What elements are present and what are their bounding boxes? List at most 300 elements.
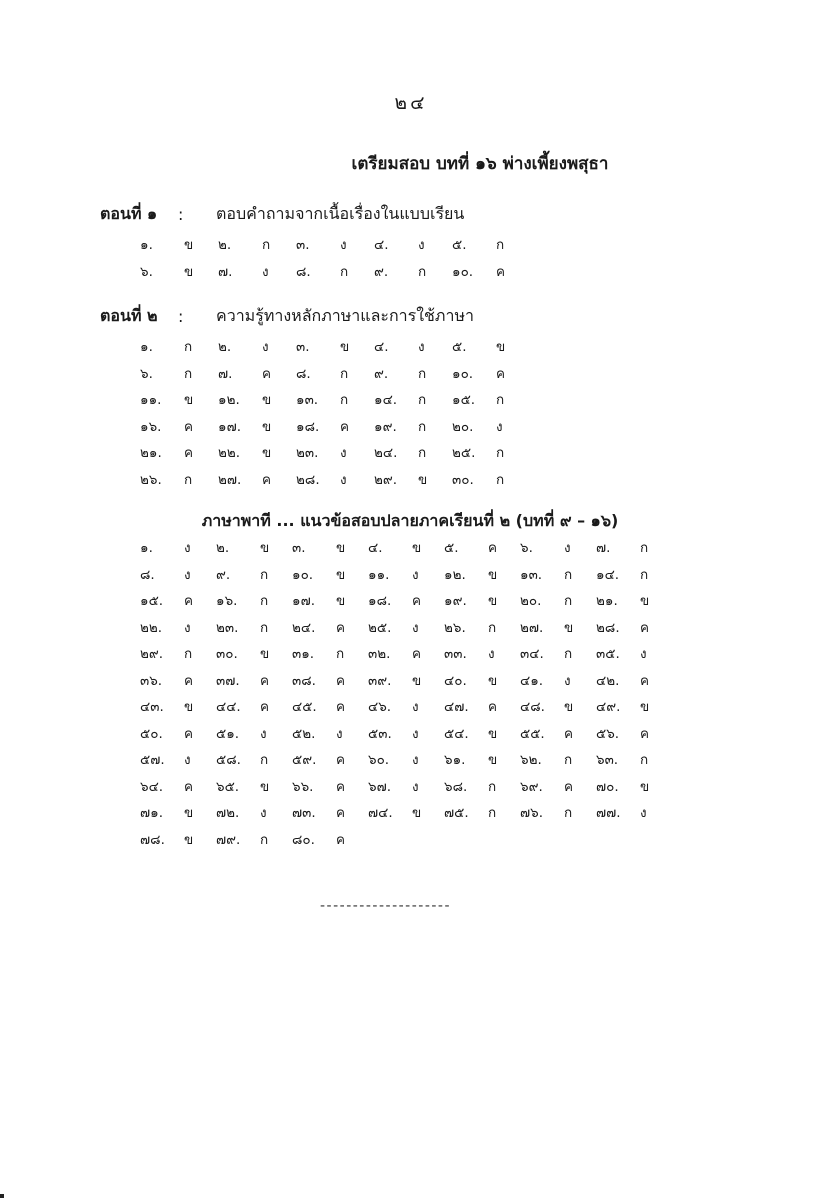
question-number: ๓.	[296, 339, 310, 356]
question-number: ๔๔.	[216, 699, 241, 716]
answer-choice: ก	[564, 752, 573, 769]
question-number: ๑.	[140, 339, 153, 356]
answer-row	[140, 231, 530, 258]
answer-choice: ค	[496, 365, 506, 382]
question-number: ๔๖.	[368, 699, 392, 716]
question-number: ๕.	[452, 339, 467, 356]
answer-item	[292, 695, 368, 717]
question-number: ๙.	[374, 263, 389, 280]
answer-choice: ข	[336, 566, 346, 583]
answer-item	[374, 233, 452, 255]
answer-item	[452, 468, 530, 490]
question-number: ๗๒.	[216, 805, 240, 822]
answer-choice: ค	[564, 725, 574, 742]
answer-item	[216, 801, 292, 823]
answer-item	[140, 669, 216, 691]
answer-choice: ค	[184, 672, 194, 689]
question-number: ๔๕.	[292, 699, 317, 716]
answer-choice: ข	[340, 339, 350, 356]
answer-choice: ค	[260, 699, 270, 716]
question-number: ๓๖.	[140, 672, 163, 689]
answer-choice: ข	[640, 699, 650, 716]
answer-item	[216, 536, 292, 558]
question-number: ๗.	[218, 263, 233, 280]
question-number: ๑๕.	[452, 392, 476, 409]
section-2-answer-grid	[140, 333, 530, 492]
answer-item	[520, 642, 596, 664]
answer-item	[218, 362, 296, 384]
answer-row	[140, 826, 672, 853]
question-number: ๒๗.	[218, 471, 242, 488]
answer-item	[216, 616, 292, 638]
answer-item	[140, 589, 216, 611]
question-number: ๙.	[374, 365, 389, 382]
answer-choice: ก	[488, 778, 497, 795]
answer-choice: ข	[418, 471, 428, 488]
question-number: ๗๗.	[596, 805, 621, 822]
end-divider: --------------------	[320, 898, 452, 914]
answer-item	[216, 748, 292, 770]
question-number: ๒๐.	[452, 418, 474, 435]
answer-item	[292, 642, 368, 664]
question-number: ๙.	[216, 566, 231, 583]
answer-choice: ข	[640, 778, 650, 795]
answer-choice: ก	[418, 418, 427, 435]
answer-item	[374, 415, 452, 437]
answer-choice: ค	[336, 778, 346, 795]
question-number: ๖.	[140, 365, 153, 382]
answer-choice: ง	[412, 778, 419, 795]
answer-choice: ค	[412, 593, 422, 610]
answer-item	[140, 801, 216, 823]
answer-item	[444, 722, 520, 744]
answer-choice: ข	[262, 392, 272, 409]
question-number: ๔๗.	[444, 699, 469, 716]
answer-item	[444, 589, 520, 611]
answer-item	[374, 335, 452, 357]
answer-item	[292, 616, 368, 638]
answer-item	[140, 468, 218, 490]
answer-choice: ก	[496, 471, 505, 488]
answer-item	[296, 468, 374, 490]
question-number: ๒๕.	[452, 445, 476, 462]
answer-item	[368, 669, 444, 691]
question-number: ๘.	[140, 566, 155, 583]
answer-choice: ง	[340, 471, 347, 488]
answer-choice: ข	[640, 593, 650, 610]
question-number: ๘.	[296, 365, 311, 382]
question-number: ๔๘.	[520, 699, 545, 716]
question-number: ๗๑.	[140, 805, 164, 822]
answer-item	[218, 335, 296, 357]
question-number: ๒๖.	[444, 619, 466, 636]
question-number: ๗๘.	[140, 831, 165, 848]
answer-item	[140, 260, 218, 282]
section-3-answer-grid	[140, 534, 672, 852]
answer-row	[140, 773, 672, 800]
question-number: ๒๔.	[374, 445, 398, 462]
answer-item	[216, 722, 292, 744]
question-number: ๓๙.	[368, 672, 392, 689]
answer-item	[596, 775, 672, 797]
answer-choice: ก	[496, 445, 505, 462]
answer-item	[140, 536, 216, 558]
question-number: ๕๑.	[216, 725, 240, 742]
answer-choice: ข	[184, 237, 194, 254]
answer-row	[140, 799, 672, 826]
answer-choice: ก	[488, 619, 497, 636]
answer-item	[140, 748, 216, 770]
answer-choice: ก	[340, 263, 349, 280]
question-number: ๑๐.	[292, 566, 314, 583]
answer-choice: ง	[340, 237, 347, 254]
question-number: ๔๑.	[520, 672, 544, 689]
question-number: ๒.	[216, 540, 230, 557]
answer-choice: ง	[184, 752, 191, 769]
question-number: ๒.	[218, 237, 232, 254]
answer-item	[520, 801, 596, 823]
answer-item	[296, 260, 374, 282]
answer-row	[140, 587, 672, 614]
answer-item	[140, 722, 216, 744]
answer-item	[520, 722, 596, 744]
question-number: ๖.	[520, 540, 533, 557]
answer-item	[452, 362, 530, 384]
answer-choice: ก	[564, 593, 573, 610]
answer-item	[216, 695, 292, 717]
question-number: ๘๐.	[292, 831, 315, 848]
answer-choice: ค	[336, 672, 346, 689]
question-number: ๗๓.	[292, 805, 316, 822]
answer-item	[140, 828, 216, 850]
answer-item	[140, 642, 216, 664]
answer-item	[596, 563, 672, 585]
document-title: เตรียมสอบ บทที่ ๑๖ พ่างเพี้ยงพสุธา	[351, 154, 609, 174]
section-1-header	[100, 197, 530, 231]
question-number: ๕๒.	[292, 725, 316, 742]
answer-item	[520, 695, 596, 717]
section-3-heading: ภาษาพาที ... แนวข้อสอบปลายภาคเรียนที่ ๒ (บทที่ ๙ – ๑๖)	[201, 511, 619, 530]
answer-item	[292, 828, 368, 850]
answer-item	[520, 589, 596, 611]
answer-choice: ก	[184, 365, 193, 382]
question-number: ๑๙.	[374, 418, 397, 435]
answer-choice: ค	[496, 263, 506, 280]
answer-choice: ข	[184, 831, 194, 848]
answer-choice: ก	[564, 566, 573, 583]
answer-choice: ง	[640, 805, 647, 822]
answer-choice: ข	[184, 263, 194, 280]
answer-choice: ง	[262, 339, 269, 356]
question-number: ๖๑.	[444, 752, 466, 769]
question-number: ๗๐.	[596, 778, 619, 795]
question-number: ๓๑.	[292, 646, 315, 663]
question-number: ๕.	[452, 237, 467, 254]
answer-choice: ง	[496, 418, 503, 435]
answer-choice: ง	[340, 445, 347, 462]
question-number: ๓๒.	[368, 646, 391, 663]
question-number: ๓๐.	[452, 471, 474, 488]
answer-choice: ง	[262, 263, 269, 280]
answer-item	[140, 695, 216, 717]
answer-item	[292, 775, 368, 797]
answer-choice: ก	[418, 365, 427, 382]
question-number: ๖๐.	[368, 752, 390, 769]
answer-item	[444, 801, 520, 823]
question-number: ๕๖.	[596, 725, 620, 742]
question-number: ๕๙.	[292, 752, 317, 769]
answer-choice: ข	[260, 540, 270, 557]
question-number: ๖๘.	[444, 778, 468, 795]
answer-item	[520, 536, 596, 558]
question-number: ๔๓.	[140, 699, 164, 716]
answer-item	[452, 233, 530, 255]
question-number: ๒๓.	[296, 445, 319, 462]
question-number: ๖๗.	[368, 778, 392, 795]
answer-item	[218, 260, 296, 282]
answer-item	[374, 441, 452, 463]
answer-item	[444, 669, 520, 691]
answer-choice: ง	[412, 699, 419, 716]
answer-item	[452, 388, 530, 410]
section-1	[100, 197, 530, 284]
section-2-colon: :	[178, 306, 184, 326]
question-number: ๓๘.	[292, 672, 316, 689]
answer-choice: ค	[184, 418, 194, 435]
scan-artifact	[0, 1194, 4, 1198]
answer-choice: ง	[412, 566, 419, 583]
answer-choice: ก	[260, 566, 269, 583]
answer-choice: ค	[262, 471, 272, 488]
answer-item	[444, 536, 520, 558]
question-number: ๗.	[218, 365, 233, 382]
answer-choice: ก	[640, 752, 649, 769]
question-number: ๑๔.	[596, 566, 620, 583]
answer-item	[296, 441, 374, 463]
question-number: ๔๙.	[596, 699, 621, 716]
answer-choice: ข	[260, 646, 270, 663]
question-number: ๑.	[140, 237, 153, 254]
answer-choice: ก	[184, 646, 193, 663]
answer-item	[292, 536, 368, 558]
answer-choice: ง	[184, 619, 191, 636]
answer-row	[140, 640, 672, 667]
answer-choice: ง	[564, 672, 571, 689]
answer-choice: ก	[564, 646, 573, 663]
answer-choice: ค	[340, 418, 350, 435]
answer-item	[374, 260, 452, 282]
answer-row	[140, 333, 530, 360]
question-number: ๒๔.	[292, 619, 316, 636]
answer-choice: ค	[260, 672, 270, 689]
section-2	[100, 299, 530, 492]
question-number: ๒๖.	[140, 471, 162, 488]
answer-item	[216, 669, 292, 691]
answer-item	[216, 563, 292, 585]
question-number: ๗๖.	[520, 805, 544, 822]
answer-item	[292, 669, 368, 691]
question-number: ๑๙.	[444, 593, 467, 610]
answer-item	[452, 335, 530, 357]
answer-choice: ค	[640, 725, 650, 742]
answer-choice: ง	[184, 566, 191, 583]
answer-item	[368, 536, 444, 558]
answer-item	[140, 335, 218, 357]
question-number: ๑๘.	[296, 418, 320, 435]
answer-item	[140, 233, 218, 255]
answer-item	[292, 801, 368, 823]
answer-item	[444, 695, 520, 717]
question-number: ๒๒.	[218, 445, 241, 462]
answer-item	[218, 388, 296, 410]
answer-row	[140, 614, 672, 641]
answer-item	[218, 415, 296, 437]
answer-item	[368, 616, 444, 638]
answer-choice: ง	[260, 725, 267, 742]
answer-item	[292, 563, 368, 585]
answer-item	[140, 563, 216, 585]
section-2-label: ตอนที่ ๒	[100, 305, 158, 325]
question-number: ๖๙.	[520, 778, 543, 795]
answer-choice: ข	[564, 699, 574, 716]
answer-item	[140, 775, 216, 797]
question-number: ๓๐.	[216, 646, 238, 663]
answer-choice: ก	[336, 646, 345, 663]
answer-item	[596, 642, 672, 664]
answer-choice: ก	[496, 392, 505, 409]
answer-item	[520, 616, 596, 638]
answer-item	[292, 722, 368, 744]
answer-choice: ค	[184, 725, 194, 742]
answer-choice: ข	[488, 725, 498, 742]
answer-item	[216, 642, 292, 664]
question-number: ๗.	[596, 540, 611, 557]
answer-item	[368, 722, 444, 744]
answer-choice: ข	[564, 619, 574, 636]
section-2-description: ความรู้ทางหลักภาษาและการใช้ภาษา	[216, 305, 474, 325]
answer-item	[520, 669, 596, 691]
answer-choice: ข	[412, 540, 422, 557]
answer-choice: ค	[488, 699, 498, 716]
answer-item	[520, 563, 596, 585]
answer-choice: ก	[564, 805, 573, 822]
question-number: ๓๕.	[596, 646, 620, 663]
answer-item	[374, 388, 452, 410]
question-number: ๔.	[374, 339, 389, 356]
answer-choice: ค	[262, 365, 272, 382]
answer-choice: ข	[184, 699, 194, 716]
answer-choice: ข	[412, 805, 422, 822]
answer-choice: ก	[488, 805, 497, 822]
answer-choice: ข	[488, 566, 498, 583]
answer-row	[140, 360, 530, 387]
answer-item	[596, 616, 672, 638]
question-number: ๑๑.	[368, 566, 390, 583]
answer-choice: ง	[640, 646, 647, 663]
question-number: ๑๓.	[520, 566, 543, 583]
answer-choice: ข	[488, 672, 498, 689]
answer-choice: ค	[336, 831, 346, 848]
answer-choice: ข	[184, 392, 194, 409]
answer-row	[140, 466, 530, 493]
answer-row	[140, 667, 672, 694]
answer-choice: ค	[564, 778, 574, 795]
question-number: ๒๐.	[520, 593, 542, 610]
question-number: ๑๖.	[216, 593, 238, 610]
answer-choice: ก	[640, 566, 649, 583]
question-number: ๑๘.	[368, 593, 392, 610]
section-1-description: ตอบคำถามจากเนื้อเรื่องในแบบเรียน	[216, 203, 465, 223]
answer-choice: ค	[336, 699, 346, 716]
answer-row	[140, 413, 530, 440]
question-number: ๒๘.	[596, 619, 620, 636]
answer-item	[596, 722, 672, 744]
answer-choice: ง	[184, 540, 191, 557]
answer-choice: ก	[184, 471, 193, 488]
question-number: ๖๓.	[596, 752, 619, 769]
answer-choice: ค	[184, 593, 194, 610]
answer-choice: ง	[336, 725, 343, 742]
answer-item	[368, 642, 444, 664]
answer-choice: ง	[260, 805, 267, 822]
answer-choice: ข	[336, 540, 346, 557]
answer-choice: ก	[340, 365, 349, 382]
answer-item	[218, 441, 296, 463]
answer-choice: ก	[260, 593, 269, 610]
answer-item	[292, 589, 368, 611]
answer-item	[140, 616, 216, 638]
answer-choice: ข	[262, 418, 272, 435]
answer-choice: ก	[184, 339, 193, 356]
answer-choice: ค	[336, 805, 346, 822]
answer-item	[140, 415, 218, 437]
question-number: ๑๒.	[444, 566, 466, 583]
question-number: ๕๗.	[140, 752, 165, 769]
question-number: ๔.	[368, 540, 383, 557]
answer-choice: ก	[418, 392, 427, 409]
answer-item	[140, 441, 218, 463]
answer-choice: ง	[412, 752, 419, 769]
question-number: ๕๘.	[216, 752, 241, 769]
answer-item	[368, 748, 444, 770]
answer-item	[444, 642, 520, 664]
answer-choice: ก	[418, 445, 427, 462]
answer-item	[296, 233, 374, 255]
question-number: ๓.	[296, 237, 310, 254]
question-number: ๘.	[296, 263, 311, 280]
question-number: ๒๗.	[520, 619, 544, 636]
answer-choice: ข	[412, 672, 422, 689]
answer-item	[452, 441, 530, 463]
answer-item	[444, 775, 520, 797]
answer-item	[218, 468, 296, 490]
answer-row	[140, 439, 530, 466]
question-number: ๕๔.	[444, 725, 469, 742]
question-number: ๓๓.	[444, 646, 467, 663]
answer-choice: ข	[260, 778, 270, 795]
answer-choice: ง	[564, 540, 571, 557]
answer-choice: ค	[336, 752, 346, 769]
question-number: ๓.	[292, 540, 306, 557]
answer-item	[374, 468, 452, 490]
answer-item	[444, 616, 520, 638]
question-number: ๑๐.	[452, 263, 474, 280]
answer-row	[140, 534, 672, 561]
section-1-label: ตอนที่ ๑	[100, 203, 158, 223]
answer-choice: ง	[418, 339, 425, 356]
answer-row	[140, 746, 672, 773]
answer-choice: ก	[418, 263, 427, 280]
